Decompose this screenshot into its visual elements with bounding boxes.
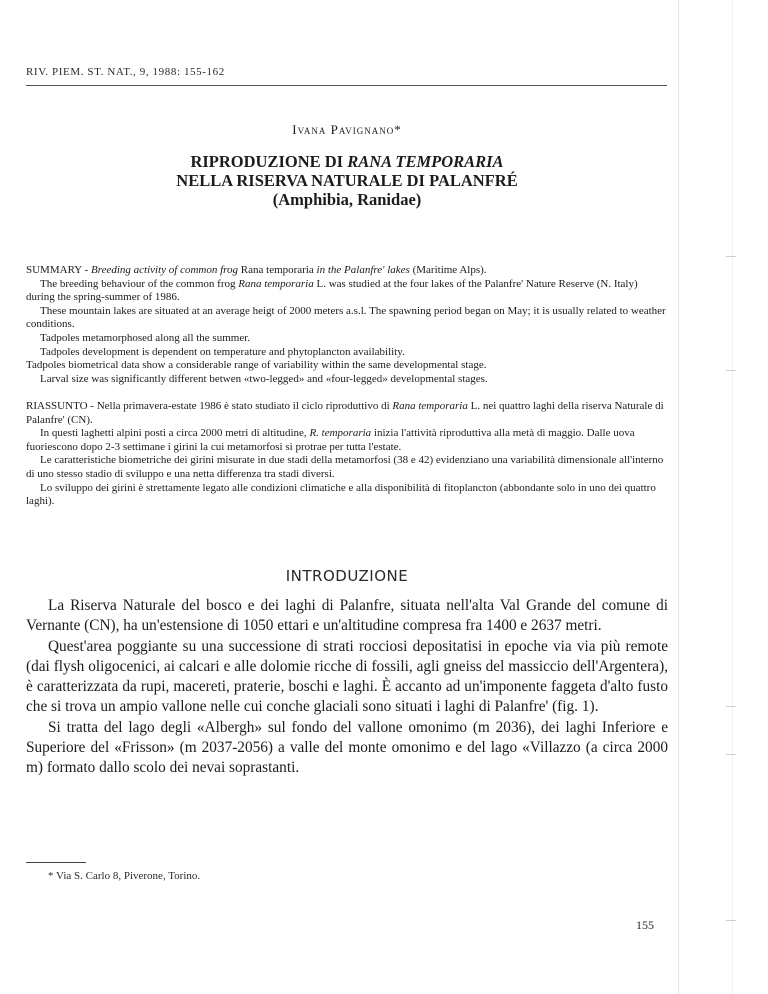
scan-tick bbox=[726, 754, 736, 755]
paper-title bbox=[0, 152, 694, 209]
summary-lead: SUMMARY - bbox=[26, 264, 91, 276]
summary-title-a: Breeding activity of common frog bbox=[91, 264, 239, 276]
running-header: RIV. PIEM. ST. NAT., 9, 1988: 155-162 bbox=[26, 66, 225, 78]
summary-text: The breeding behaviour of the common frog bbox=[40, 277, 239, 290]
introduzione-body bbox=[26, 596, 668, 779]
title-species: RANA TEMPORARIA bbox=[347, 152, 504, 171]
summary-title-b: Rana temporaria bbox=[238, 264, 317, 276]
riassunto-block bbox=[26, 400, 666, 509]
summary-paragraph: Tadpoles development is dependent on temperature and phytoplancton availability. bbox=[40, 345, 405, 358]
section-heading: INTRODUZIONE bbox=[285, 567, 409, 585]
summary-paragraph: Larval size was significantly different betwen «two-legged» and «four-legged» developmental stages. bbox=[40, 372, 488, 385]
riassunto-species: Rana temporaria bbox=[392, 400, 468, 412]
scan-tick bbox=[726, 920, 736, 921]
scan-edge bbox=[678, 0, 679, 994]
footnote-rule bbox=[26, 862, 86, 863]
summary-paragraph: Tadpoles biometrical data show a considerable range of variability within the same developmental stage. bbox=[26, 359, 487, 372]
summary-paragraph bbox=[26, 278, 666, 305]
body-paragraph: Quest'area poggiante su una successione di strati rocciosi depositatisi in epoche via via più remote (dai flysh oligocenici, ai calcari e alle dolomie ricche di fossili, agli gneiss del massiccio dell'Argentera), è caratterizzata da rupi, macereti, praterie, boschi e laghi. È accanto ad un'imponente faggeta d'alto fusto che si trova un ampio vallone nelle cui conche glaciali sono situati i laghi di Palanfre' (fig. 1). bbox=[26, 637, 668, 716]
summary-paragraph: Tadpoles metamorphosed along all the summer. bbox=[40, 331, 251, 344]
riassunto-paragraph: Le caratteristiche biometriche dei girini misurate in due stadi della metamorfosi (38 e 42) evidenziano una variabilità dimensionale all'interno di uno stesso stadio di sviluppo e una netta differenza tra stadi diversi. bbox=[26, 454, 664, 480]
header-rule bbox=[26, 85, 667, 86]
scan-tick bbox=[726, 706, 736, 707]
scan-tick bbox=[726, 256, 736, 257]
title-prefix: RIPRODUZIONE DI bbox=[190, 152, 348, 171]
body-paragraph: La Riserva Naturale del bosco e dei laghi di Palanfre, situata nell'alta Val Grande del comune di Vernante (CN), ha un'estensione di 1050 ettari e un'altitudine compresa fra 1400 e 2637 metri. bbox=[26, 597, 668, 635]
riassunto-paragraph bbox=[26, 400, 666, 427]
riassunto-text: In questi laghetti alpini posti a circa 2000 metri di altitudine, bbox=[40, 427, 310, 440]
summary-species: Rana temporaria bbox=[238, 277, 314, 290]
riassunto-paragraph: Lo sviluppo dei girini è strettamente legato alle condizioni climatiche e alla disponibilità di fitoplancton (abbondante solo in uno dei quattro laghi). bbox=[26, 481, 656, 508]
footnote: * Via S. Carlo 8, Piverone, Torino. bbox=[48, 870, 201, 882]
title-line-2: NELLA RISERVA NATURALE DI PALANFRÉ bbox=[176, 171, 518, 190]
riassunto-text: inizia l'attività riproduttiva alla metà di maggio. Dalle uova fuoriescono dopo 2-3 settimane i girini la cui metamorfosi si protrae per tutta l'estate. bbox=[26, 427, 635, 453]
body-paragraph: Si tratta del lago degli «Albergh» sul fondo del vallone omonimo (m 2036), dei laghi Inferiore e Superiore del «Frisson» (m 2037-2056) a valle del monte omonimo e del lago «Villazzo (a circa 2000 m) formato dallo scolo dei nevai soprastanti. bbox=[26, 718, 668, 777]
title-line-1 bbox=[0, 152, 694, 171]
summary-title-d: (Maritime Alps). bbox=[409, 264, 487, 276]
summary-title bbox=[26, 264, 666, 278]
scan-tick bbox=[726, 370, 736, 371]
summary-block bbox=[26, 264, 666, 386]
summary-title-c: in the Palanfre' lakes bbox=[316, 264, 410, 276]
riassunto-species: R. temporaria bbox=[309, 427, 372, 440]
summary-text: L. was studied at the four lakes of the Palanfre' Nature Reserve (N. Italy) during the spring-summer of 1986. bbox=[26, 277, 638, 304]
riassunto-text: RIASSUNTO - Nella primavera-estate 1986 è stato studiato il ciclo riproduttivo di bbox=[26, 400, 393, 412]
scan-edge bbox=[732, 0, 733, 994]
author-name: Ivana Pavignano* bbox=[292, 122, 402, 137]
title-line-3: (Amphibia, Ranidae) bbox=[272, 190, 422, 209]
riassunto-paragraph bbox=[26, 427, 666, 454]
summary-paragraph: These mountain lakes are situated at an average heigt of 2000 meters a.s.l. The spawning period began on May; it is usually related to weather conditions. bbox=[26, 304, 666, 331]
riassunto-text: L. nei quattro laghi della riserva Naturale di Palanfre' (CN). bbox=[26, 400, 664, 426]
page-number: 155 bbox=[636, 918, 654, 932]
